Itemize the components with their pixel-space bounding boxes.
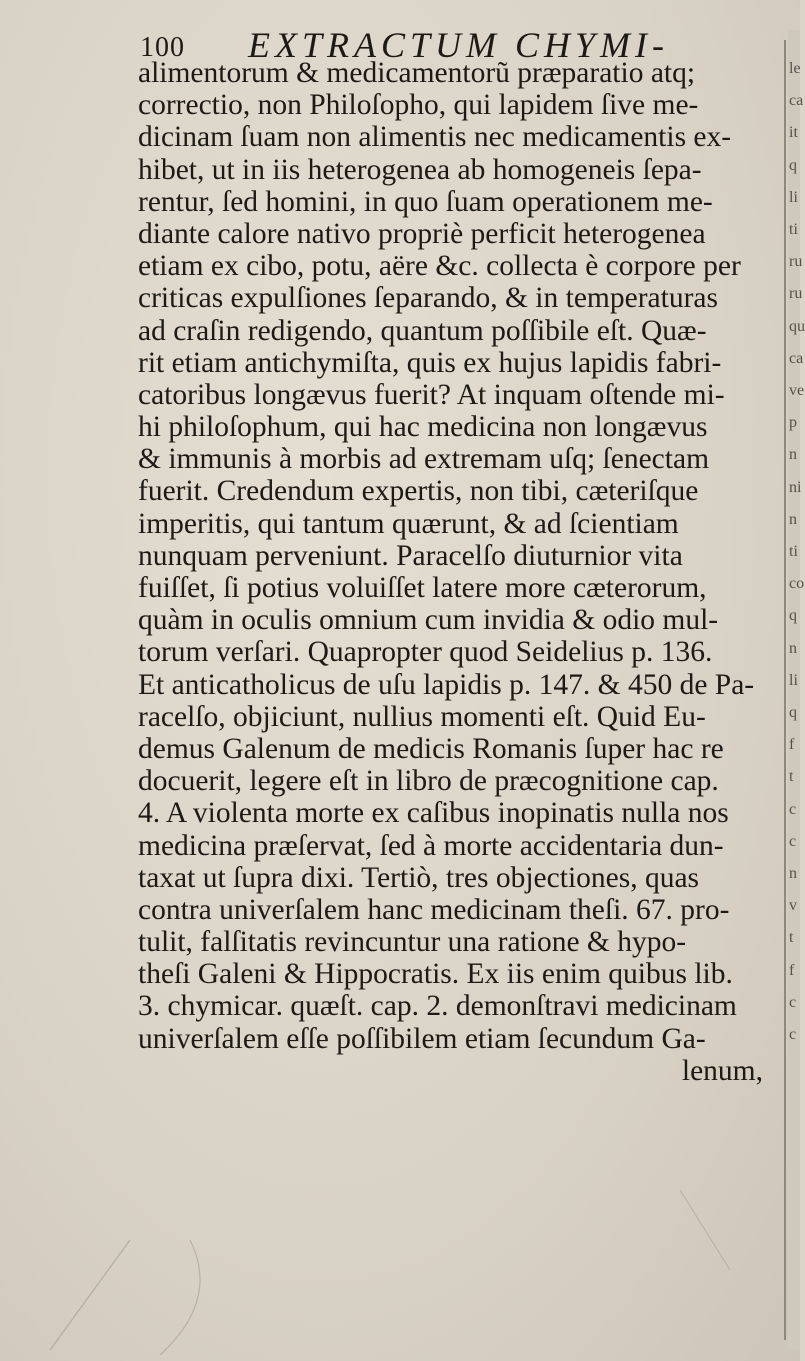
text-line: racelſo, objiciunt, nullius momenti eſt. Quid Eu-	[138, 700, 706, 733]
bleed-letter: n	[789, 510, 797, 528]
bleed-letter: li	[789, 188, 798, 206]
text-line: contra univerſalem hanc medicinam theſi. 67. pro-	[138, 893, 730, 926]
text-line: criticas expulſiones ſeparando, & in temperaturas	[138, 282, 718, 315]
text-line: torum verſari. Quapropter quod Seidelius p. 136.	[138, 636, 713, 669]
bleed-letter: c	[789, 832, 797, 850]
bleed-letter: ti	[789, 221, 798, 238]
text-line: catoribus longævus fuerit? At inquam oſtende mi-	[138, 378, 725, 411]
text-line: univerſalem eſſe poſſibilem etiam ſecundum Ga-	[138, 1022, 706, 1055]
text-line: rentur, ſed homini, in quo ſuam operationem me-	[138, 185, 713, 218]
text-line: 3. chymicar. quæſt. cap. 2. demonſtravi medicinam	[138, 990, 737, 1023]
text-line: etiam ex cibo, potu, aëre &c. collecta è corpore per	[138, 250, 741, 283]
bleed-letter: t	[789, 929, 794, 947]
facing-page-edge	[788, 30, 805, 1350]
bleed-letter: le	[789, 60, 801, 77]
text-line: correctio, non Philoſopho, qui lapidem ſive me-	[138, 89, 699, 122]
page-header	[130, 12, 780, 65]
bleed-letter: p	[789, 414, 797, 432]
text-line: dicinam ſuam non alimentis nec medicamentis ex-	[138, 121, 732, 154]
text-line: nunquam perveniunt. Paracelſo diuturnior vita	[138, 539, 683, 572]
text-line: lenum,	[681, 1054, 763, 1087]
page-number: 100	[140, 32, 185, 63]
text-line: diante calore nativo propriè perficit heterogenea	[138, 217, 706, 250]
text-line: Et anticatholicus de uſu lapidis p. 147. & 450 de Pa-	[138, 668, 755, 701]
bleed-letter: n	[789, 865, 797, 882]
text-line: taxat ut ſupra dixi. Tertiò, tres objectiones, quas	[138, 861, 700, 894]
bleed-letter: f	[789, 736, 795, 754]
text-line: theſi Galeni & Hippocratis. Ex iis enim quibus lib.	[138, 958, 733, 991]
bleed-letter: q	[789, 607, 797, 625]
text-line: rit etiam antichymiſta, quis ex hujus lapidis fabri-	[138, 346, 722, 379]
text-line: docuerit, legere eſt in libro de præcognitione cap.	[138, 765, 719, 798]
bleed-letter: c	[789, 800, 797, 818]
bleed-letter: ca	[789, 349, 804, 367]
gutter-divider	[784, 40, 786, 1340]
bleed-letter: n	[789, 446, 797, 464]
text-line: & immunis à morbis ad extremam uſq; ſenectam	[138, 443, 710, 476]
bleed-letter: q	[789, 704, 797, 721]
bleed-letter: f	[789, 961, 795, 979]
bleed-letter: t	[789, 768, 794, 786]
bleed-letter: ni	[789, 478, 802, 496]
text-line: hibet, ut in iis heterogenea ab homogeneis ſepa-	[138, 153, 702, 186]
text-line: medicina præſervat, ſed à morte accidentaria dun-	[138, 829, 724, 862]
bleed-letter: c	[789, 1026, 797, 1043]
text-line: fuerit. Credendum expertis, non tibi, cæteriſque	[138, 475, 699, 508]
faint-marginal-scribbles	[40, 1180, 740, 1360]
bleed-letter: it	[789, 124, 798, 142]
bleed-letter: q	[789, 156, 797, 174]
bleed-letter: ti	[789, 543, 798, 560]
text-line: tulit, falſitatis revincuntur una ratione & hypo-	[138, 926, 687, 959]
text-line: demus Galenum de medicis Romanis ſuper hac re	[138, 732, 724, 765]
bleed-letter: ve	[789, 382, 805, 399]
text-line: quàm in oculis omnium cum invidia & odio mul-	[138, 604, 719, 637]
bleed-letter: v	[789, 897, 797, 915]
bleed-letter: n	[789, 639, 797, 657]
running-title: EXTRACTUM CHYMI-	[248, 25, 669, 65]
bleed-letter: ru	[789, 285, 803, 303]
bleed-letter: ru	[789, 253, 803, 271]
body-text	[138, 57, 783, 1087]
text-line: ad craſin redigendo, quantum poſſibile eſt. Quæ-	[138, 314, 707, 347]
bleed-letter: qu	[789, 317, 805, 335]
text-line: hi philoſophum, qui hac medicina non longævus	[138, 411, 708, 444]
bleed-letter: co	[789, 575, 805, 593]
text-line: alimentorum & medicamentorũ præparatio atq;	[138, 57, 696, 89]
bleed-letter: c	[789, 993, 797, 1011]
bleed-letter: li	[789, 671, 798, 689]
text-line: imperitis, qui tantum quærunt, & ad ſcientiam	[138, 507, 679, 540]
text-line: fuiſſet, ſi potius voluiſſet latere more cæterorum,	[138, 572, 707, 604]
bleed-letter: ca	[789, 92, 804, 110]
text-line: 4. A violenta morte ex caſibus inopinatis nulla nos	[138, 797, 729, 830]
